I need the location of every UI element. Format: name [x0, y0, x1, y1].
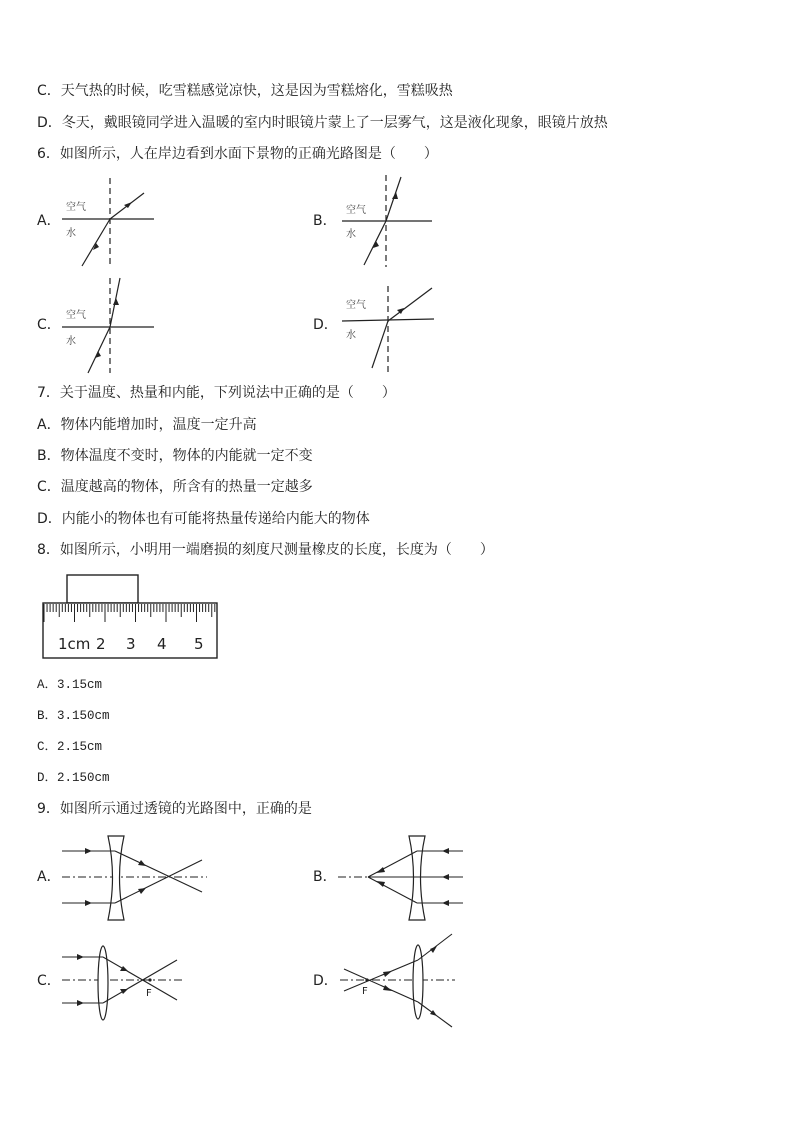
q6-c-air-label: 空气	[66, 310, 86, 321]
q9-diagram-a	[62, 834, 212, 924]
q6-diagram-d	[342, 286, 442, 374]
q8-option-d: D．2.150cm	[37, 771, 110, 785]
concave-lens	[409, 836, 425, 920]
q6-label-a: A．	[37, 213, 61, 229]
q7-option-a: A．物体内能增加时，温度一定升高	[37, 417, 257, 433]
q6-stem: 6．如图所示，人在岸边看到水面下景物的正确光路图是（ ）	[37, 146, 438, 162]
q6-b-air-label: 空气	[346, 205, 366, 216]
q6-a-water-label: 水	[66, 228, 76, 239]
q8-option-b: B．3.150cm	[37, 709, 110, 723]
convex-lens	[413, 945, 423, 1019]
concave-lens	[108, 836, 124, 920]
q9-stem: 9．如图所示通过透镜的光路图中，正确的是	[37, 801, 312, 817]
ruler-label-5: 5	[194, 635, 204, 653]
q5-option-c: C．天气热的时候，吃雪糕感觉凉快，这是因为雪糕熔化，雪糕吸热	[37, 83, 453, 99]
ruler-label-3: 3	[126, 635, 136, 653]
q9-label-c: C．	[37, 973, 61, 989]
ruler-label-2: 2	[96, 635, 106, 653]
q9-diagram-c	[62, 944, 187, 1022]
q9-d-focus-label: F	[362, 986, 368, 997]
q8-stem: 8．如图所示，小明用一端磨损的刻度尺测量橡皮的长度，长度为（ ）	[37, 542, 494, 558]
q9-diagram-d	[340, 932, 460, 1030]
q7-option-b: B．物体温度不变时，物体的内能就一定不变	[37, 448, 313, 464]
q5-option-d: D．冬天，戴眼镜同学进入温暖的室内时眼镜片蒙上了一层雾气，这是液化现象，眼镜片放热	[37, 115, 608, 131]
q7-option-d: D．内能小的物体也有可能将热量传递给内能大的物体	[37, 511, 370, 527]
q8-ruler-diagram	[40, 573, 220, 661]
q6-label-d: D．	[313, 317, 338, 333]
q6-a-air-label: 空气	[66, 202, 86, 213]
ruler-label-1cm: 1cm	[58, 635, 91, 653]
q6-label-c: C．	[37, 317, 61, 333]
q9-label-d: D．	[313, 973, 338, 989]
focus-point	[148, 978, 151, 981]
eraser	[67, 575, 138, 603]
q7-option-c: C．温度越高的物体，所含有的热量一定越多	[37, 479, 313, 495]
q7-stem: 7．关于温度、热量和内能，下列说法中正确的是（ ）	[37, 385, 396, 401]
q9-c-focus-label: F	[146, 988, 152, 999]
q8-option-c: C．2.15cm	[37, 740, 103, 754]
ruler-label-4: 4	[157, 635, 167, 653]
q6-d-air-label: 空气	[346, 300, 366, 311]
q8-option-a: A．3.15cm	[37, 678, 103, 692]
q6-diagram-c	[62, 278, 162, 375]
q6-b-water-label: 水	[346, 229, 356, 240]
q9-label-b: B．	[313, 869, 337, 885]
q6-c-water-label: 水	[66, 336, 76, 347]
q9-label-a: A．	[37, 869, 61, 885]
q6-label-b: B．	[313, 213, 337, 229]
q9-diagram-b	[338, 834, 468, 924]
q6-diagram-b	[342, 175, 442, 270]
q6-diagram-a	[62, 178, 162, 270]
q6-d-water-label: 水	[346, 330, 356, 341]
